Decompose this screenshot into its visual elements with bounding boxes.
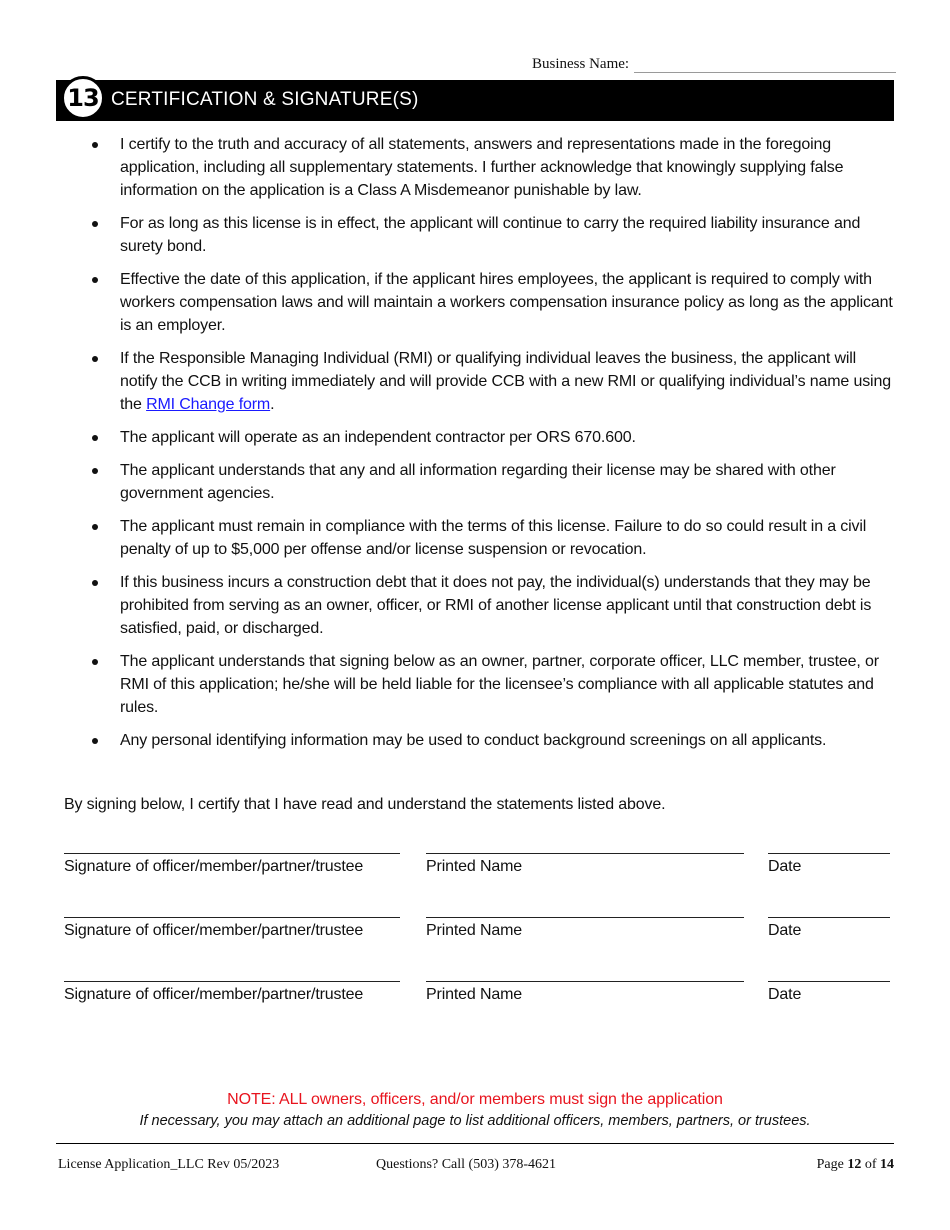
statement-item: I certify to the truth and accuracy of all statements, answers and representations made in the foregoing application, including all supplementary statements. I further acknowledge that knowingly supplying false information on the application is a Class A Misdemeanor punishable by law. [90,133,895,202]
bullet-icon [92,524,98,530]
signature-field[interactable] [64,900,400,918]
additional-page-note: If necessary, you may attach an additional page to list additional officers, members, partners, or trustees. [139,1113,811,1129]
signature-field[interactable] [64,964,400,982]
printed-name-label: Printed Name [426,986,523,1003]
bullet-icon [92,356,98,362]
signature-field[interactable] [64,836,400,854]
rmi-change-form-link[interactable]: RMI Change form [146,396,271,413]
date-label: Date [768,922,802,939]
statement-item: Any personal identifying information may be used to conduct background screenings on all applicants. [90,729,895,752]
statement-item: Effective the date of this application, if the applicant hires employees, the applicant is required to comply with workers compensation laws and will maintain a workers compensation insurance policy as long as the applicant is an employer. [90,268,895,337]
statement-item: The applicant must remain in compliance with the terms of this license. Failure to do so could result in a civil penalty of up to $5,000 per offense and/or license suspension or revocation. [90,515,895,561]
section-title: CERTIFICATION & SIGNATURE(S) [111,89,419,110]
date-field[interactable] [768,964,890,982]
signature-row [64,964,894,1004]
bullet-icon [92,659,98,665]
date-field[interactable] [768,900,890,918]
statement-item: The applicant will operate as an independent contractor per ORS 670.600. [90,426,895,449]
page-footer [58,1157,894,1175]
date-field[interactable] [768,836,890,854]
certify-statement: By signing below, I certify that I have read and understand the statements listed above. [64,796,666,813]
statement-item: If the Responsible Managing Individual (RMI) or qualifying individual leaves the business, the applicant will notify the CCB in writing immediately and will provide CCB with a new RMI or qualifying individual’s name using the RMI Change form. [90,347,895,416]
printed-name-field[interactable] [426,900,744,918]
bullet-icon [92,468,98,474]
bullet-icon [92,221,98,227]
business-name-input-line[interactable] [634,59,896,73]
section-header [56,80,894,121]
signature-label: Signature of officer/member/partner/trustee [64,986,364,1003]
page-number: Page 12 of 14 [816,1157,894,1172]
form-name: License Application_LLC Rev 05/2023 [58,1157,280,1172]
printed-name-field[interactable] [426,836,744,854]
signature-required-note: NOTE: ALL owners, officers, and/or members must sign the application [227,1091,723,1108]
date-label: Date [768,858,802,875]
footer-divider [56,1143,894,1144]
questions-phone: Questions? Call (503) 378-4621 [376,1157,557,1172]
signature-label: Signature of officer/member/partner/trustee [64,922,364,939]
certification-statements [90,133,895,762]
business-name-field [532,56,896,73]
printed-name-field[interactable] [426,964,744,982]
statement-item: For as long as this license is in effect, the applicant will continue to carry the required liability insurance and surety bond. [90,212,895,258]
date-label: Date [768,986,802,1003]
signature-row [64,900,894,940]
statement-item: The applicant understands that signing below as an owner, partner, corporate officer, LLC member, trustee, or RMI of this application; he/she will be held liable for the licensee’s compliance with all applicable statutes and rules. [90,650,895,719]
printed-name-label: Printed Name [426,858,523,875]
bullet-icon [92,142,98,148]
signature-row [64,836,894,876]
bullet-icon [92,277,98,283]
bullet-icon [92,580,98,586]
signature-label: Signature of officer/member/partner/trustee [64,858,364,875]
section-number-badge: 13 [61,76,105,120]
printed-name-label: Printed Name [426,922,523,939]
statement-item: The applicant understands that any and all information regarding their license may be shared with other government agencies. [90,459,895,505]
business-name-label: Business Name: [532,56,630,72]
bullet-icon [92,738,98,744]
statement-item: If this business incurs a construction debt that it does not pay, the individual(s) understands that they may be prohibited from serving as an owner, officer, or RMI of another license applicant until that construction debt is satisfied, paid, or discharged. [90,571,895,640]
bullet-icon [92,435,98,441]
